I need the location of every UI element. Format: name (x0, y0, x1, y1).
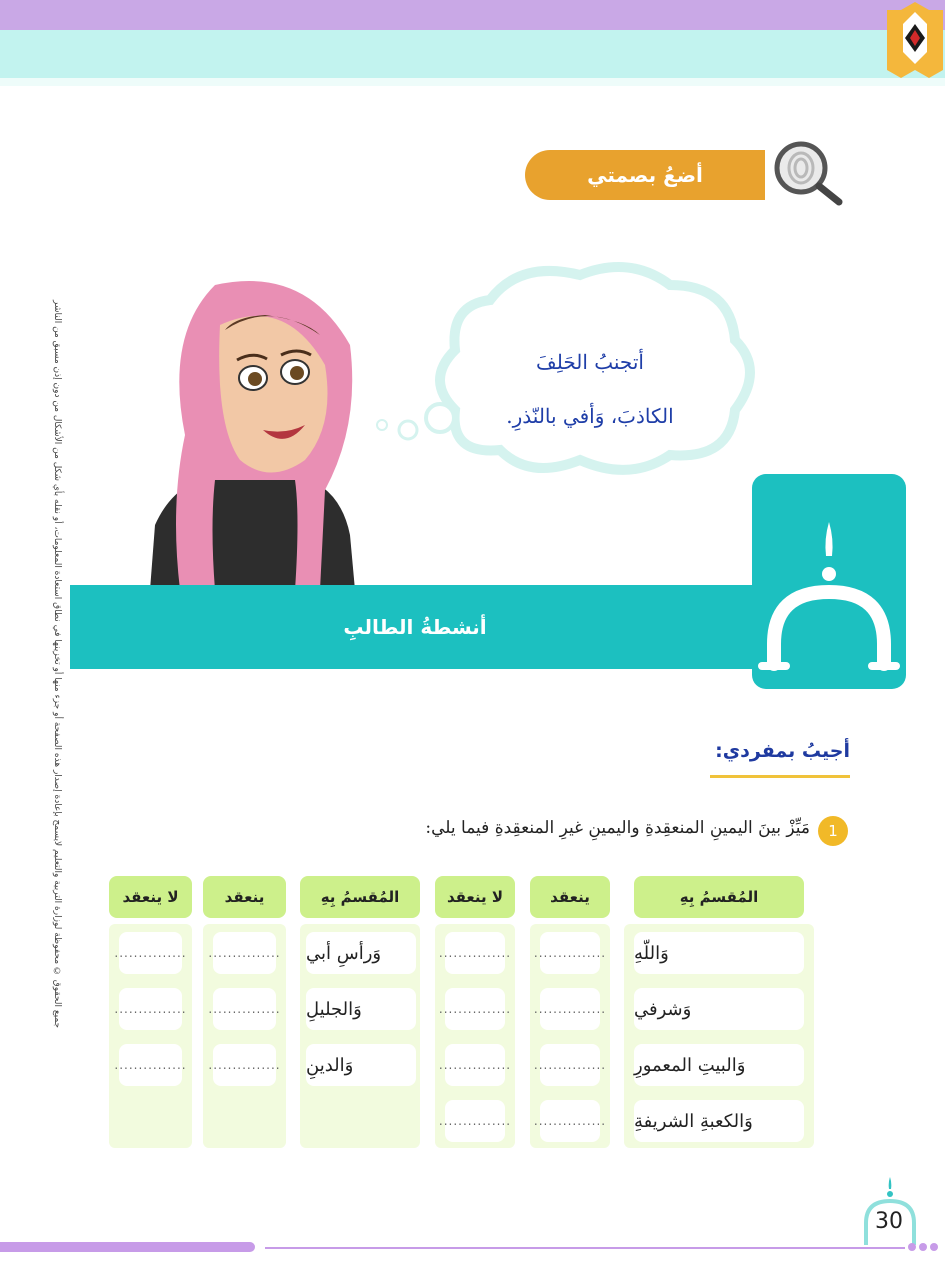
left-header-not-binding: لا ينعقد (109, 876, 192, 918)
left-header-binding: ينعقد (203, 876, 286, 918)
left-row-3-not-binding-blank[interactable]: ............... (119, 1044, 182, 1086)
section-title-tab (525, 150, 765, 200)
question-text: مَيِّزْ بينَ اليمينِ المنعقِدةِ واليمينِ غيرِ المنعقِدةِ فيما يلي: (425, 818, 810, 838)
right-row-1-not-binding-blank[interactable]: ............... (445, 932, 505, 974)
left-row-1-word: وَرأسِ أبي (306, 932, 416, 974)
header-purple-band (0, 0, 945, 30)
left-row-3-binding-blank[interactable]: ............... (213, 1044, 276, 1086)
right-row-3-not-binding-blank[interactable]: ............... (445, 1044, 505, 1086)
answer-heading-underline (710, 775, 850, 778)
left-row-2-binding-blank[interactable]: ............... (213, 988, 276, 1030)
activities-title: أنشطةُ الطالبِ (343, 615, 487, 639)
left-row-2-not-binding-blank[interactable]: ............... (119, 988, 182, 1030)
right-row-3-word: وَالبيتِ المعمورِ (634, 1044, 804, 1086)
left-row-2-word: وَالجليلِ (306, 988, 416, 1030)
right-row-1-word: وَاللّهِ (634, 932, 804, 974)
right-row-2-not-binding-blank[interactable]: ............... (445, 988, 505, 1030)
question-number-badge: 1 (818, 816, 848, 846)
bubble-text (480, 335, 700, 443)
right-header-binding: ينعقد (530, 876, 610, 918)
right-header-sworn-by: المُقسمُ بِهِ (634, 876, 804, 918)
right-row-2-binding-blank[interactable]: ............... (540, 988, 600, 1030)
right-row-1-binding-blank[interactable]: ............... (540, 932, 600, 974)
footer-dots-icon (905, 1240, 941, 1254)
header-fade (0, 78, 945, 86)
right-row-4-not-binding-blank[interactable]: ............... (445, 1100, 505, 1142)
mosque-dome-icon (752, 474, 906, 689)
fingerprint-magnifier-icon (765, 138, 845, 208)
girl-illustration (145, 275, 360, 590)
copyright-side-note: جميع الحقوق © محفوظة لوزارة التربية والتعليم لايسمح بإعادة إصدار هذه الصفحة أو جزء منها أو تخزينها في نطاق استعادة المعلومات، أو نقله بأي شكل من الأشكال من دون إذن مسبق من الناشر (52, 300, 62, 1029)
right-row-4-word: وَالكعبةِ الشريفةِ (634, 1100, 804, 1142)
left-header-sworn-by: المُقسمُ بِهِ (300, 876, 420, 918)
right-row-2-word: وَشرفي (634, 988, 804, 1030)
footer-bar (0, 1242, 255, 1252)
footer-line (265, 1247, 905, 1249)
left-row-1-binding-blank[interactable]: ............... (213, 932, 276, 974)
header-teal-band (0, 30, 945, 78)
left-row-1-not-binding-blank[interactable]: ............... (119, 932, 182, 974)
left-row-3-word: وَالدينِ (306, 1044, 416, 1086)
right-header-not-binding: لا ينعقد (435, 876, 515, 918)
right-row-3-binding-blank[interactable]: ............... (540, 1044, 600, 1086)
right-row-4-binding-blank[interactable]: ............... (540, 1100, 600, 1142)
answer-heading: أجيبُ بمفردي: (715, 740, 850, 762)
bubble-line-1: أتجنبُ الحَلِفَ (536, 350, 644, 374)
section-title: أضعُ بصمتي (587, 163, 703, 187)
bubble-line-2: الكاذبَ، وَأفي بالنّذرِ. (506, 404, 674, 428)
header-ornament-icon (885, 0, 945, 80)
page-number: 30 (875, 1208, 903, 1234)
